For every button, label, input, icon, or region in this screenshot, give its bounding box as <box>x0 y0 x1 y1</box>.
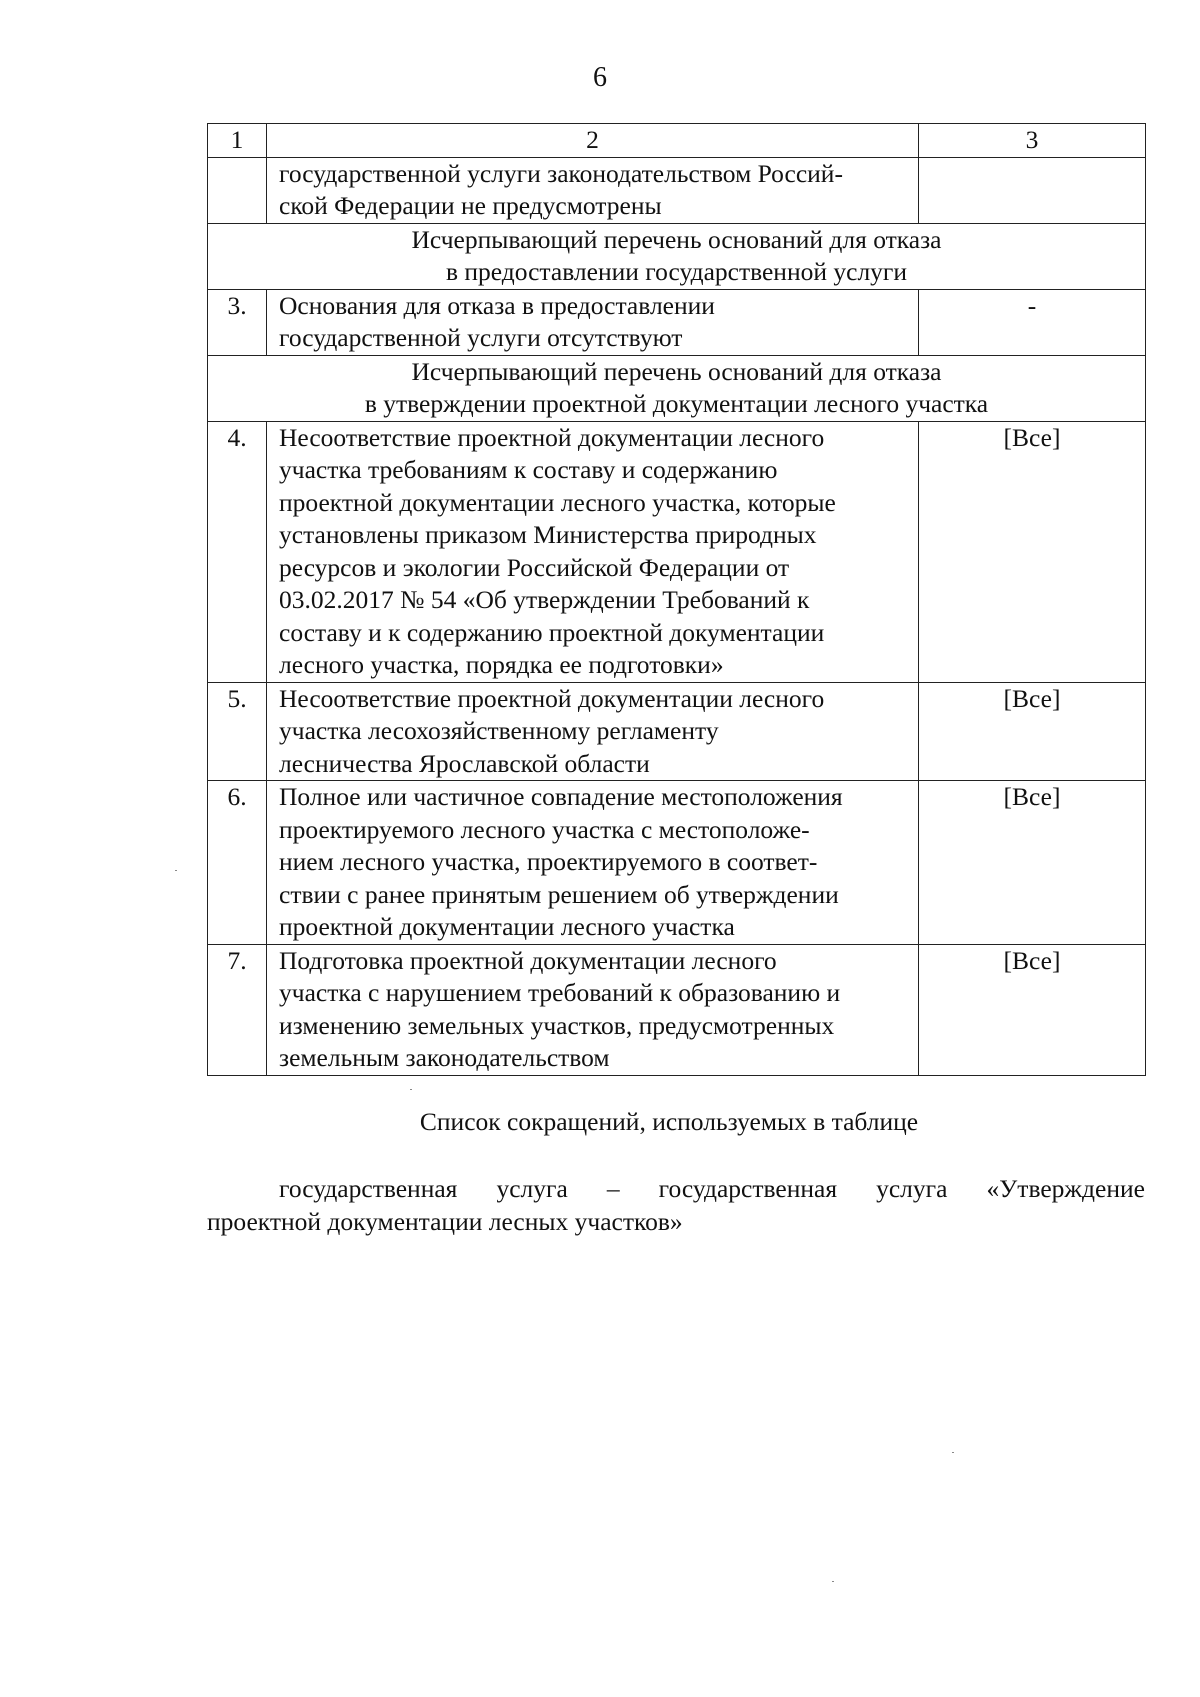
text-line: 03.02.2017 № 54 «Об утверждении Требований к <box>279 585 810 614</box>
row-value: [Все] <box>919 781 1146 945</box>
section-line: Исчерпывающий перечень оснований для отказа <box>411 356 942 386</box>
section-line: Исчерпывающий перечень оснований для отказа <box>411 224 942 254</box>
text-line: проектной документации лесного участка <box>279 912 735 941</box>
table-row-6 <box>208 781 1146 945</box>
row-value: - <box>919 289 1146 355</box>
definition-word: государственная <box>279 1174 458 1203</box>
row-number: 4. <box>208 421 267 682</box>
row-number: 3. <box>208 289 267 355</box>
row-text <box>267 781 919 945</box>
section-heading-refusal-approval <box>208 355 1146 421</box>
column-number-3: 3 <box>919 124 1146 158</box>
text-line: Основания для отказа в предоставлении <box>279 290 715 320</box>
row-text <box>267 944 919 1075</box>
text-line: Несоответствие проектной документации лесного <box>279 422 825 452</box>
row-number: 5. <box>208 682 267 781</box>
page-number: 6 <box>593 62 607 93</box>
text-line: государственной услуги отсутствуют <box>279 323 683 352</box>
row-value: [Все] <box>919 944 1146 1075</box>
text-line: ресурсов и экологии Российской Федерации от <box>279 552 790 582</box>
text-line: Подготовка проектной документации лесного <box>279 945 777 975</box>
row-number: 6. <box>208 781 267 945</box>
row-text <box>267 421 919 682</box>
row-value: [Все] <box>919 682 1146 781</box>
text-line: участка лесохозяйственному регламенту <box>279 716 719 745</box>
definition-word: – <box>606 1174 620 1203</box>
text-line: проектируемого лесного участка с местоположе- <box>279 814 810 844</box>
scan-speck <box>175 870 177 871</box>
text-line: проектной документации лесного участка, которые <box>279 487 836 517</box>
section-heading-refusal-provision <box>208 223 1146 289</box>
text-line: участка требованиям к составу и содержанию <box>279 455 778 484</box>
text-line: ствии с ранее принятым решением об утверждении <box>279 879 839 909</box>
definition-second-line: проектной документации лесных участков» <box>207 1206 683 1236</box>
row-text <box>267 157 919 223</box>
table-row-5 <box>208 682 1146 781</box>
grounds-table <box>207 123 1146 1076</box>
row-number: 7. <box>208 944 267 1075</box>
column-number-2: 2 <box>267 124 919 158</box>
row-value <box>919 157 1146 223</box>
text-line: земельным законодательством <box>279 1043 610 1072</box>
scan-speck <box>952 1452 954 1453</box>
definition-word: услуга <box>496 1174 568 1203</box>
table-row-3 <box>208 289 1146 355</box>
definition-first-line <box>207 1173 1145 1206</box>
text-line: Полное или частичное совпадение местоположения <box>279 782 843 811</box>
scan-speck <box>410 1089 412 1090</box>
text-line: лесного участка, порядка ее подготовки» <box>279 650 724 679</box>
scan-speck <box>832 1581 834 1582</box>
section-line: в предоставлении государственной услуги <box>445 257 908 286</box>
section-line: в утверждении проектной документации лесного участка <box>364 389 989 418</box>
column-number-1: 1 <box>208 124 267 158</box>
table-header-row <box>208 124 1146 158</box>
text-line: участка с нарушением требований к образованию и <box>279 978 841 1007</box>
table-row-continuation <box>208 157 1146 223</box>
text-line: нием лесного участка, проектируемого в соответ- <box>279 847 818 876</box>
text-line: лесничества Ярославской области <box>279 748 650 778</box>
text-line: ской Федерации не предусмотрены <box>279 191 662 220</box>
table-row-7 <box>208 944 1146 1075</box>
text-line: составу и к содержанию проектной документации <box>279 617 825 647</box>
text-line: изменению земельных участков, предусмотренных <box>279 1010 835 1040</box>
row-number <box>208 157 267 223</box>
row-value: [Все] <box>919 421 1146 682</box>
definition-word: государственная <box>658 1174 838 1203</box>
text-line: установлены приказом Министерства природных <box>279 520 817 549</box>
table-row-4 <box>208 421 1146 682</box>
text-line: государственной услуги законодательством Россий- <box>279 158 843 188</box>
definition-word: услуга <box>876 1174 948 1203</box>
text-line: Несоответствие проектной документации лесного <box>279 683 825 713</box>
abbreviation-definition <box>207 1173 1145 1238</box>
row-text <box>267 289 919 355</box>
definition-word: «Утверждение <box>986 1174 1145 1203</box>
row-text <box>267 682 919 781</box>
abbreviations-title: Список сокращений, используемых в таблице <box>419 1107 919 1136</box>
